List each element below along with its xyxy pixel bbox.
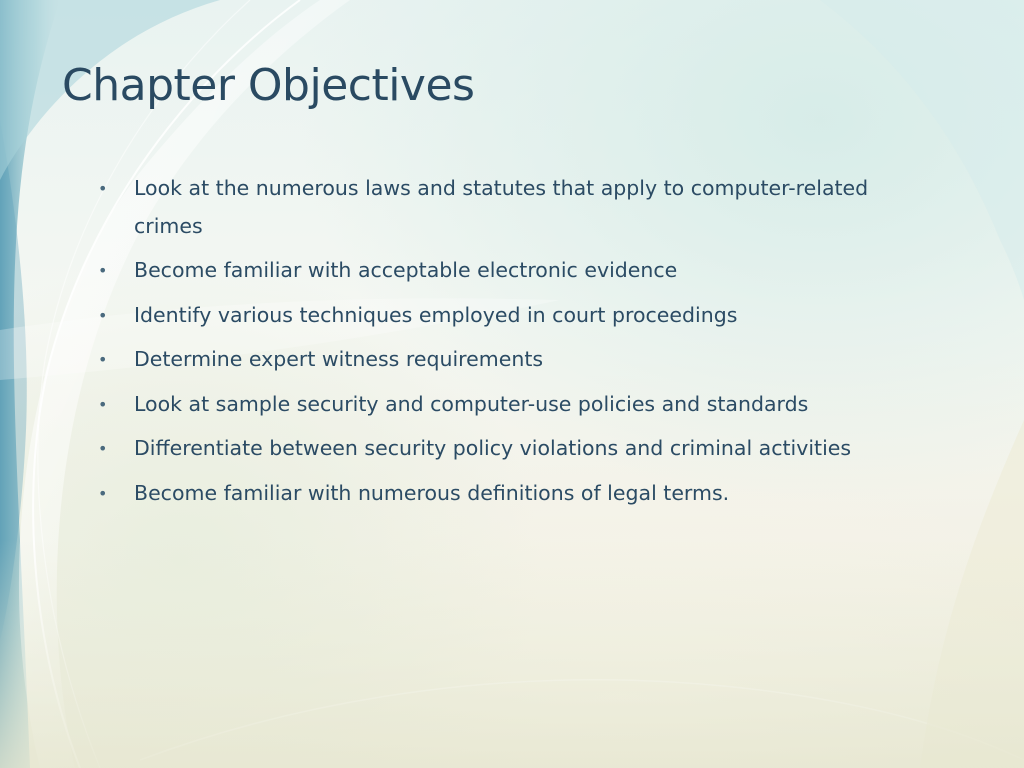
bullet-dot-icon: • bbox=[98, 350, 108, 369]
list-item-text: Differentiate between security policy violations and criminal activities bbox=[134, 436, 852, 460]
bullet-dot-icon: • bbox=[98, 305, 108, 325]
list-item-text: Determine expert witness requirements bbox=[134, 347, 544, 371]
bullet-dot-icon: • bbox=[98, 394, 108, 414]
list-item bbox=[96, 297, 886, 335]
list-item bbox=[96, 252, 886, 290]
bullet-dot-icon: • bbox=[98, 179, 108, 198]
bullet-dot-icon: • bbox=[98, 261, 108, 280]
list-item bbox=[96, 386, 886, 424]
bullet-dot-icon: • bbox=[98, 439, 108, 458]
list-item-text: Become familiar with numerous definitions of legal terms. bbox=[134, 480, 730, 505]
list-item-text: Look at sample security and computer-use policies and standards bbox=[134, 391, 809, 416]
list-item bbox=[96, 170, 886, 245]
list-item bbox=[96, 475, 886, 513]
list-item bbox=[96, 430, 886, 468]
list-item-text: Identify various techniques employed in court proceedings bbox=[134, 302, 738, 327]
objectives-list bbox=[96, 170, 886, 519]
list-item-text: Look at the numerous laws and statutes that apply to computer-related crimes bbox=[134, 176, 869, 238]
list-item bbox=[96, 341, 886, 379]
bullet-dot-icon: • bbox=[98, 483, 108, 503]
slide-title: Chapter Objectives bbox=[62, 60, 475, 111]
list-item-text: Become familiar with acceptable electronic evidence bbox=[134, 258, 678, 282]
